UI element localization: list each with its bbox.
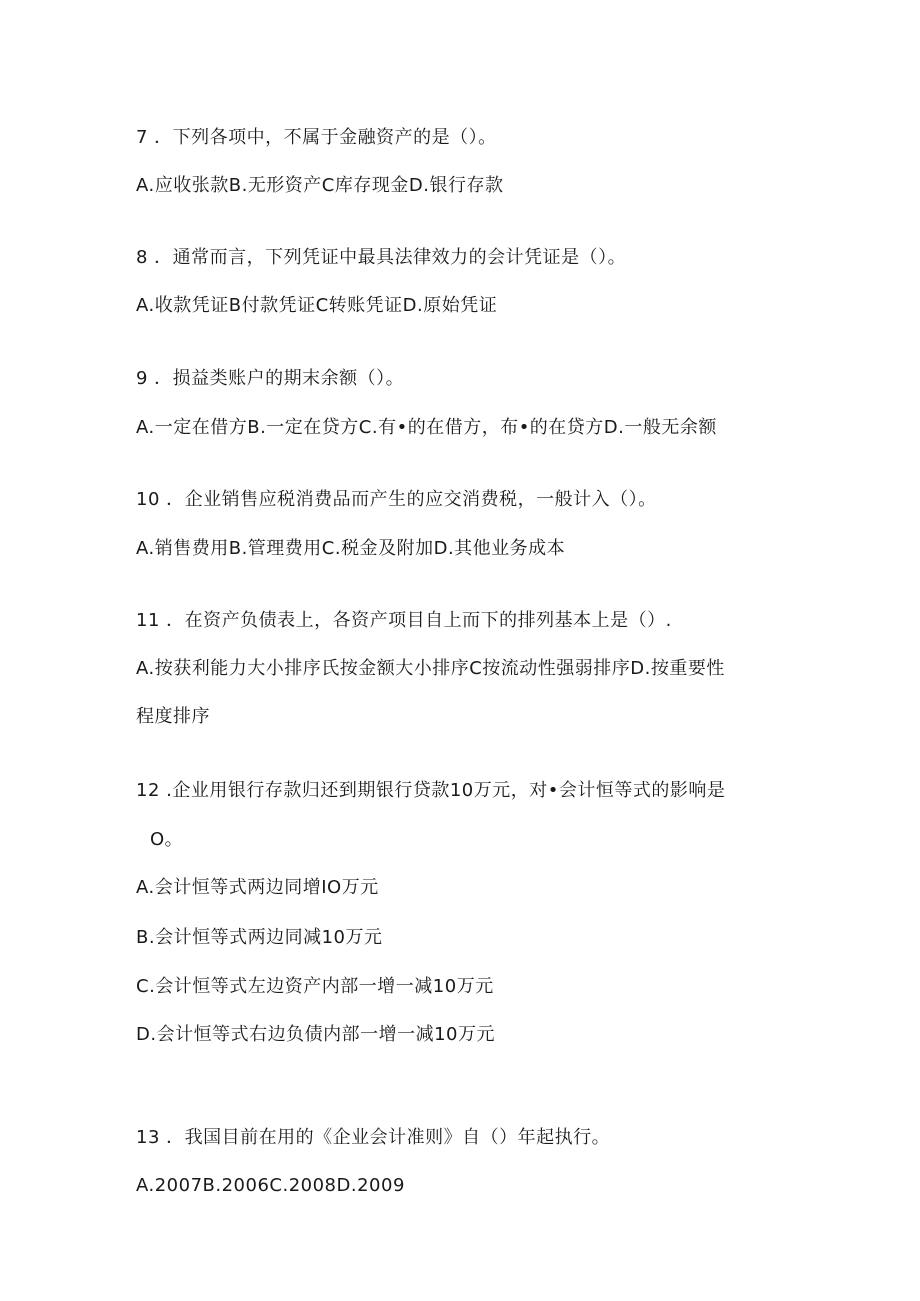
question-12-stem-cont: O。 [150,829,184,850]
question-13-options: A.2007B.2006C.2008D.2009 [136,1175,405,1196]
question-8-options: A.收款凭证B付款凭证C转账凭证D.原始凭证 [136,295,498,316]
question-11-options: A.按获利能力大小排序氏按金额大小排序C按流动性强弱排序D.按重要性 [136,658,725,679]
question-13-stem: 13 ．我国目前在用的《企业会计准则》自（）年起执行。 [136,1127,611,1148]
question-12-option-b: B.会计恒等式两边同减10万元 [136,927,383,948]
question-10-options: A.销售费用B.管理费用C.税金及附加D.其他业务成本 [136,538,566,559]
question-9-options: A.一定在借方B.一定在贷方C.有•的在借方，布•的在贷方D.一般无余额 [136,417,717,438]
question-11-options-cont: 程度排序 [136,706,210,727]
question-12-option-a: A.会计恒等式两边同增IO万元 [136,877,379,898]
question-9-stem: 9 ．损益类账户的期末余额（）。 [136,368,405,389]
question-10-stem: 10 ．企业销售应税消费品而产生的应交消费税，一般计入（）。 [136,489,657,510]
question-7-options: A.应收张款B.无形资产C库存现金D.银行存款 [136,175,504,196]
question-11-stem: 11 ．在资产负债表上，各资产项目自上而下的排列基本上是（）. [136,610,672,631]
question-12-stem: 12 .企业用银行存款归还到期银行贷款10万元，对•会计恒等式的影响是 [136,780,726,801]
question-12-option-d: D.会计恒等式右边负债内部一增一减10万元 [136,1024,495,1045]
question-8-stem: 8 ．通常而言，下列凭证中最具法律效力的会计凭证是（）。 [136,247,627,268]
question-7-stem: 7 ．下列各项中，不属于金融资产的是（）。 [136,127,497,148]
question-12-option-c: C.会计恒等式左边资产内部一增一减10万元 [136,976,494,997]
